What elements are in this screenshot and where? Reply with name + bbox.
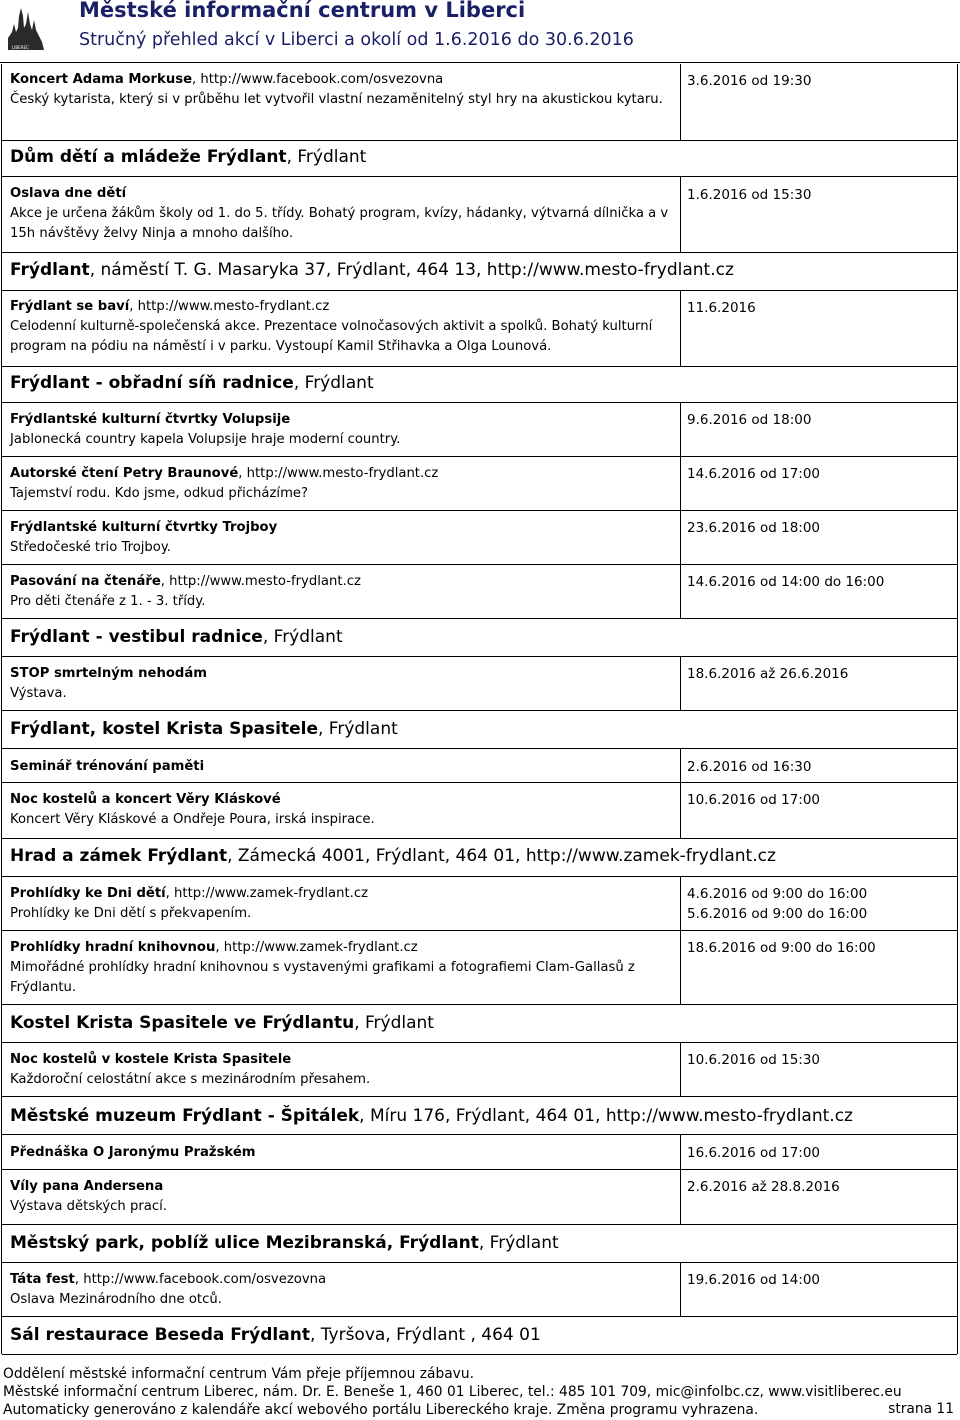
event-date: 18.6.2016 od 9:00 do 16:00 (687, 940, 876, 956)
venue-heading (10, 147, 366, 167)
venue-heading (10, 1233, 559, 1253)
venue-heading (10, 627, 343, 647)
row-divider (2, 564, 957, 565)
column-divider (680, 1262, 681, 1316)
venue-name: Frýdlant, kostel Krista Spasitele (10, 719, 318, 739)
svg-text:LIBEREC: LIBEREC (12, 45, 29, 50)
event-title: STOP smrtelným nehodám (10, 666, 208, 681)
venue-address: , Frýdlant (286, 147, 367, 167)
venue-address: , Tyršova, Frýdlant , 464 01 (309, 1325, 541, 1345)
event-description: Jablonecká country kapela Volupsije hraje moderní country. (10, 432, 401, 447)
event-description: Mimořádné prohlídky hradní knihovnou s vystavenými grafikami a fotografiemi Clam-Gallasů z Frýdlantu. (10, 960, 635, 995)
event-date: 3.6.2016 od 19:30 (687, 73, 812, 89)
event-url[interactable]: , http://www.facebook.com/osvezovna (192, 72, 444, 87)
event-title: Oslava dne dětí (10, 186, 127, 201)
venue-address: , náměstí T. G. Masaryka 37, Frýdlant, 464 13, http://www.mesto-frydlant.cz (89, 260, 734, 280)
row-divider (2, 656, 957, 657)
venue-address: , Frýdlant (262, 627, 343, 647)
column-divider (680, 176, 681, 252)
event-date: 2.6.2016 až 28.8.2016 (687, 1179, 840, 1195)
venue-name: Hrad a zámek Frýdlant (10, 846, 228, 866)
row-divider (2, 1316, 957, 1317)
row-divider (2, 252, 957, 253)
row-divider (2, 1004, 957, 1005)
column-divider (680, 748, 681, 838)
event-title: Frýdlantské kulturní čtvrtky Volupsije (10, 412, 291, 427)
event-entry (10, 1270, 678, 1310)
event-description: Výstava dětských prací. (10, 1199, 167, 1214)
column-divider (680, 876, 681, 1004)
event-url[interactable]: , http://www.mesto-frydlant.cz (238, 466, 439, 481)
event-entry (10, 410, 678, 450)
event-entry (10, 1050, 678, 1090)
event-date: 10.6.2016 od 17:00 (687, 792, 821, 808)
event-date-line: 5.6.2016 od 9:00 do 16:00 (687, 905, 868, 922)
event-entry (10, 464, 678, 504)
venue-heading (10, 1325, 541, 1345)
row-divider (2, 618, 957, 619)
row-divider (2, 176, 957, 177)
event-description: Středočeské trio Trojboy. (10, 540, 171, 555)
event-title: Noc kostelů v kostele Krista Spasitele (10, 1052, 292, 1067)
event-url[interactable]: , http://www.mesto-frydlant.cz (160, 574, 361, 589)
event-entry (10, 297, 678, 357)
venue-heading (10, 373, 374, 393)
venue-name: Frýdlant - vestibul radnice (10, 627, 263, 647)
event-date: 19.6.2016 od 14:00 (687, 1272, 821, 1288)
venue-heading (10, 846, 776, 866)
row-divider (2, 140, 957, 141)
event-title: Prohlídky hradní knihovnou (10, 940, 216, 955)
event-entry (10, 938, 678, 998)
event-date (687, 885, 867, 924)
footer-contact: Městské informační centrum Liberec, nám. Dr. E. Beneše 1, 460 01 Liberec, tel.: 485 101 709, mic@infolbc.cz, www.visitliberec.eu (3, 1384, 902, 1400)
event-title: Frýdlant se baví (10, 299, 130, 314)
event-date: 9.6.2016 od 18:00 (687, 412, 812, 428)
table-border-right (957, 64, 958, 1354)
event-url[interactable]: , http://www.zamek-frydlant.cz (215, 940, 418, 955)
page-footer (3, 1365, 958, 1419)
row-divider (2, 1354, 957, 1355)
row-divider (2, 1042, 957, 1043)
row-divider (2, 510, 957, 511)
event-title: Pasování na čtenáře (10, 574, 161, 589)
venue-address: , Zámecká 4001, Frýdlant, 464 01, http://www.zamek-frydlant.cz (227, 846, 776, 866)
page-subtitle: Stručný přehled akcí v Liberci a okolí od 1.6.2016 do 30.6.2016 (79, 30, 634, 50)
header-divider (0, 62, 960, 63)
event-description: Každoroční celostátní akce s mezinárodním přesahem. (10, 1072, 371, 1087)
event-title: Frýdlantské kulturní čtvrtky Trojboy (10, 520, 278, 535)
event-description: Celodenní kulturně-společenská akce. Prezentace volnočasových aktivit a spolků. Bohatý kulturní program na pódiu na náměstí i v parku. Vystoupí Kamil Střihavka a Olga Lounová. (10, 319, 653, 354)
event-entry (10, 518, 678, 558)
event-description: Prohlídky ke Dni dětí s překvapením. (10, 906, 252, 921)
event-url[interactable]: , http://www.zamek-frydlant.cz (165, 886, 369, 901)
row-divider (2, 838, 957, 839)
liberec-town-hall-logo-icon (6, 2, 46, 52)
footer-disclaimer: Automaticky generováno z kalendáře akcí webového portálu Libereckého kraje. Změna programu vyhrazena. (3, 1402, 759, 1418)
event-description: Koncert Věry Kláskové a Ondřeje Poura, irská inspirace. (10, 812, 375, 827)
page-header (0, 0, 960, 60)
event-entry (10, 790, 678, 830)
event-title: Prohlídky ke Dni dětí (10, 886, 166, 901)
event-description: Výstava. (10, 686, 67, 701)
event-date: 1.6.2016 od 15:30 (687, 187, 812, 203)
venue-address: , Frýdlant (354, 1013, 434, 1033)
event-entry (10, 757, 678, 777)
venue-address: , Frýdlant (478, 1233, 559, 1253)
event-date: 14.6.2016 od 17:00 (687, 466, 821, 482)
row-divider (2, 402, 957, 403)
event-title: Autorské čtení Petry Braunové (10, 466, 239, 481)
venue-name: Kostel Krista Spasitele ve Frýdlantu (10, 1013, 355, 1033)
venue-name: Městské muzeum Frýdlant - Špitálek (10, 1106, 360, 1126)
row-divider (2, 456, 957, 457)
column-divider (680, 402, 681, 618)
event-description: Pro děti čtenáře z 1. - 3. třídy. (10, 594, 206, 609)
event-entry (10, 664, 678, 704)
venue-heading (10, 1013, 434, 1033)
event-entry (10, 70, 678, 110)
column-divider (680, 290, 681, 366)
event-date-line: 4.6.2016 od 9:00 do 16:00 (687, 886, 868, 902)
venue-name: Dům dětí a mládeže Frýdlant (10, 147, 287, 167)
venue-name: Frýdlant - obřadní síň radnice (10, 373, 294, 393)
event-entry (10, 184, 678, 244)
row-divider (2, 876, 957, 877)
event-title: Víly pana Andersena (10, 1179, 164, 1194)
row-divider (2, 1134, 957, 1135)
column-divider (680, 1134, 681, 1224)
event-title: Koncert Adama Morkuse (10, 72, 193, 87)
venue-name: Městský park, poblíž ulice Mezibranská, Frýdlant (10, 1233, 479, 1253)
venue-name: Sál restaurace Beseda Frýdlant (10, 1325, 310, 1345)
row-divider (2, 366, 957, 367)
row-divider (2, 1096, 957, 1097)
event-entry (10, 572, 678, 612)
page-title: Městské informační centrum v Liberci (79, 0, 526, 22)
venue-address: , Frýdlant (293, 373, 374, 393)
event-date: 14.6.2016 od 14:00 do 16:00 (687, 574, 885, 590)
venue-name: Frýdlant (10, 260, 90, 280)
venue-heading (10, 260, 734, 280)
event-date: 11.6.2016 (687, 300, 756, 316)
row-divider (2, 1169, 957, 1170)
column-divider (680, 64, 681, 140)
event-entry (10, 1143, 678, 1163)
venue-address: , Míru 176, Frýdlant, 464 01, http://www.mesto-frydlant.cz (359, 1106, 853, 1126)
venue-address: , Frýdlant (317, 719, 398, 739)
row-divider (2, 1224, 957, 1225)
event-date: 10.6.2016 od 15:30 (687, 1052, 821, 1068)
page-number: strana 11 (888, 1401, 954, 1417)
event-description: Akce je určena žákům školy od 1. do 5. třídy. Bohatý program, kvízy, hádanky, výtvarná dílnička a v 15h návštěvy želvy Ninja a mnoho dalšího. (10, 206, 669, 241)
event-title: Noc kostelů a koncert Věry Kláskové (10, 792, 281, 807)
event-url[interactable]: , http://www.mesto-frydlant.cz (129, 299, 330, 314)
row-divider (2, 782, 957, 783)
event-entry (10, 1177, 678, 1217)
table-border-left (1, 64, 2, 1354)
row-divider (2, 748, 957, 749)
event-url[interactable]: , http://www.facebook.com/osvezovna (74, 1272, 327, 1287)
event-date: 23.6.2016 od 18:00 (687, 520, 821, 536)
row-divider (2, 290, 957, 291)
column-divider (680, 656, 681, 710)
event-description: Oslava Mezinárodního dne otců. (10, 1292, 222, 1307)
event-description: Tajemství rodu. Kdo jsme, odkud přicházíme? (10, 486, 309, 501)
event-title: Seminář trénování paměti (10, 759, 205, 774)
row-divider (2, 1262, 957, 1263)
event-date: 18.6.2016 až 26.6.2016 (687, 666, 849, 682)
event-entry (10, 884, 678, 924)
row-divider (2, 930, 957, 931)
footer-greeting: Oddělení městské informační centrum Vám přeje příjemnou zábavu. (3, 1366, 474, 1382)
event-title: Přednáška O Jaronýmu Pražském (10, 1145, 256, 1160)
event-date: 2.6.2016 od 16:30 (687, 759, 812, 775)
event-description: Český kytarista, který si v průběhu let vytvořil vlastní nezaměnitelný styl hry na akustickou kytaru. (10, 92, 663, 107)
event-title: Táta fest (10, 1272, 75, 1287)
venue-heading (10, 719, 398, 739)
row-divider (2, 710, 957, 711)
venue-heading (10, 1106, 853, 1126)
event-date: 16.6.2016 od 17:00 (687, 1145, 821, 1161)
column-divider (680, 1042, 681, 1096)
